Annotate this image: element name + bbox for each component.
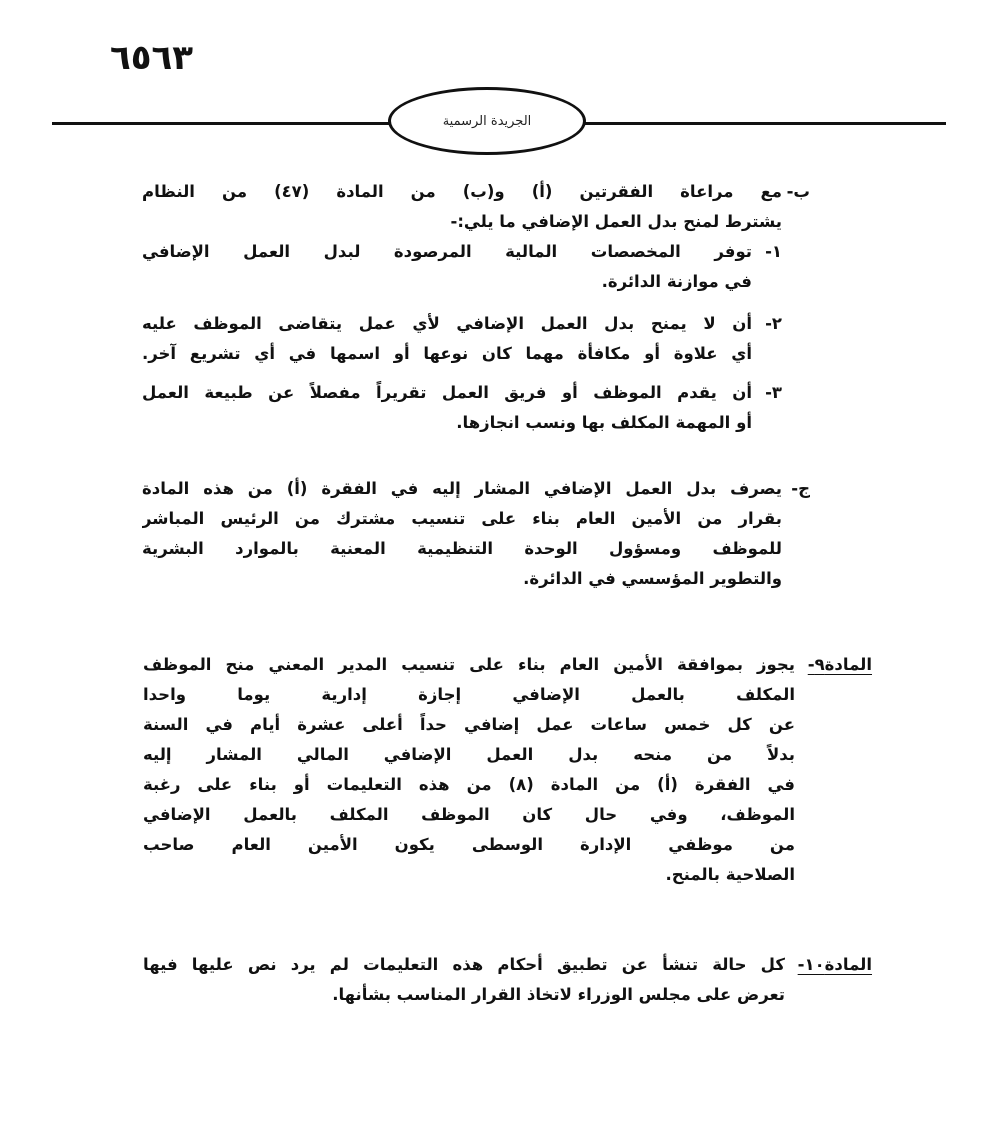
clause-c-line: بقرار من الأمين العام بناء على تنسيب مشترك من الرئيس المباشر [142, 509, 782, 528]
clause-c-line: للموظف ومسؤول الوحدة التنظيمية المعنية بالموارد البشرية [142, 539, 782, 558]
page-number: ٦٥٦٣ [110, 38, 194, 78]
article-9-line: عن كل خمس ساعات عمل إضافي حداً أعلى عشرة أيام في السنة [143, 715, 795, 734]
article-9-body [143, 650, 795, 890]
gazette-title: الجريدة الرسمية [442, 113, 532, 129]
clause-b-item-line: توفر المخصصات المالية المرصودة لبدل العمل الإضافي [142, 242, 752, 261]
clause-b-item-line: في موازنة الدائرة. [601, 272, 752, 291]
clause-b-line: مع مراعاة الفقرتين (أ) و(ب) من المادة (٤٧) من النظام [142, 182, 782, 201]
clause-b-marker: ب- [786, 182, 810, 201]
article-9-line: من موظفي الإدارة الوسطى يكون الأمين العام صاحب [143, 835, 795, 854]
clause-b-item-line: أن لا يمنح بدل العمل الإضافي لأي عمل يتقاضى الموظف عليه [142, 314, 752, 333]
gazette-title-oval [388, 87, 586, 155]
article-10-line: كل حالة تنشأ عن تطبيق أحكام هذه التعليمات لم يرد نص عليها فيها [143, 955, 785, 974]
clause-b-item-3 [142, 378, 752, 438]
clause-b-item-line: أن يقدم الموظف أو فريق العمل تقريراً مفصلاً عن طبيعة العمل [142, 383, 752, 402]
clause-b-item-3-marker: ٣- [765, 383, 782, 402]
article-9-label: المادة٩- [807, 655, 872, 674]
article-9-line: الموظف، وفي حال كان الموظف المكلف بالعمل الإضافي [143, 805, 795, 824]
clause-b-item-2 [142, 309, 752, 369]
clause-c-body [142, 474, 782, 594]
clause-b-item-1-marker: ١- [765, 242, 782, 261]
clause-b-line: يشترط لمنح بدل العمل الإضافي ما يلي:- [450, 212, 782, 231]
clause-c-line: والتطوير المؤسسي في الدائرة. [523, 569, 782, 588]
article-10-body [143, 950, 785, 1010]
article-10-line: تعرض على مجلس الوزراء لاتخاذ القرار المناسب بشأنها. [332, 985, 785, 1004]
clause-c-marker: ج- [791, 479, 810, 498]
article-9-line: المكلف بالعمل الإضافي إجازة إدارية يوما واحدا [143, 685, 795, 704]
clause-b-item-1 [142, 237, 752, 297]
clause-b-item-2-marker: ٢- [765, 314, 782, 333]
article-9-line: يجوز بموافقة الأمين العام بناء على تنسيب المدير المعني منح الموظف [143, 655, 795, 674]
article-9-line: الصلاحية بالمنح. [665, 865, 795, 884]
clause-b-item-line: أو المهمة المكلف بها ونسب انجازها. [456, 413, 752, 432]
clause-b-body [142, 177, 782, 237]
clause-b-item-line: أي علاوة أو مكافأة مهما كان نوعها أو اسمها في أي تشريع آخر. [142, 344, 752, 363]
article-9-line: بدلاً من منحه بدل العمل الإضافي المالي المشار إليه [143, 745, 795, 764]
clause-c-line: يصرف بدل العمل الإضافي المشار إليه في الفقرة (أ) من هذه المادة [142, 479, 782, 498]
article-9-line: في الفقرة (أ) من المادة (٨) من هذه التعليمات أو بناء على رغبة [143, 775, 795, 794]
article-10-label: المادة١٠- [797, 955, 872, 974]
